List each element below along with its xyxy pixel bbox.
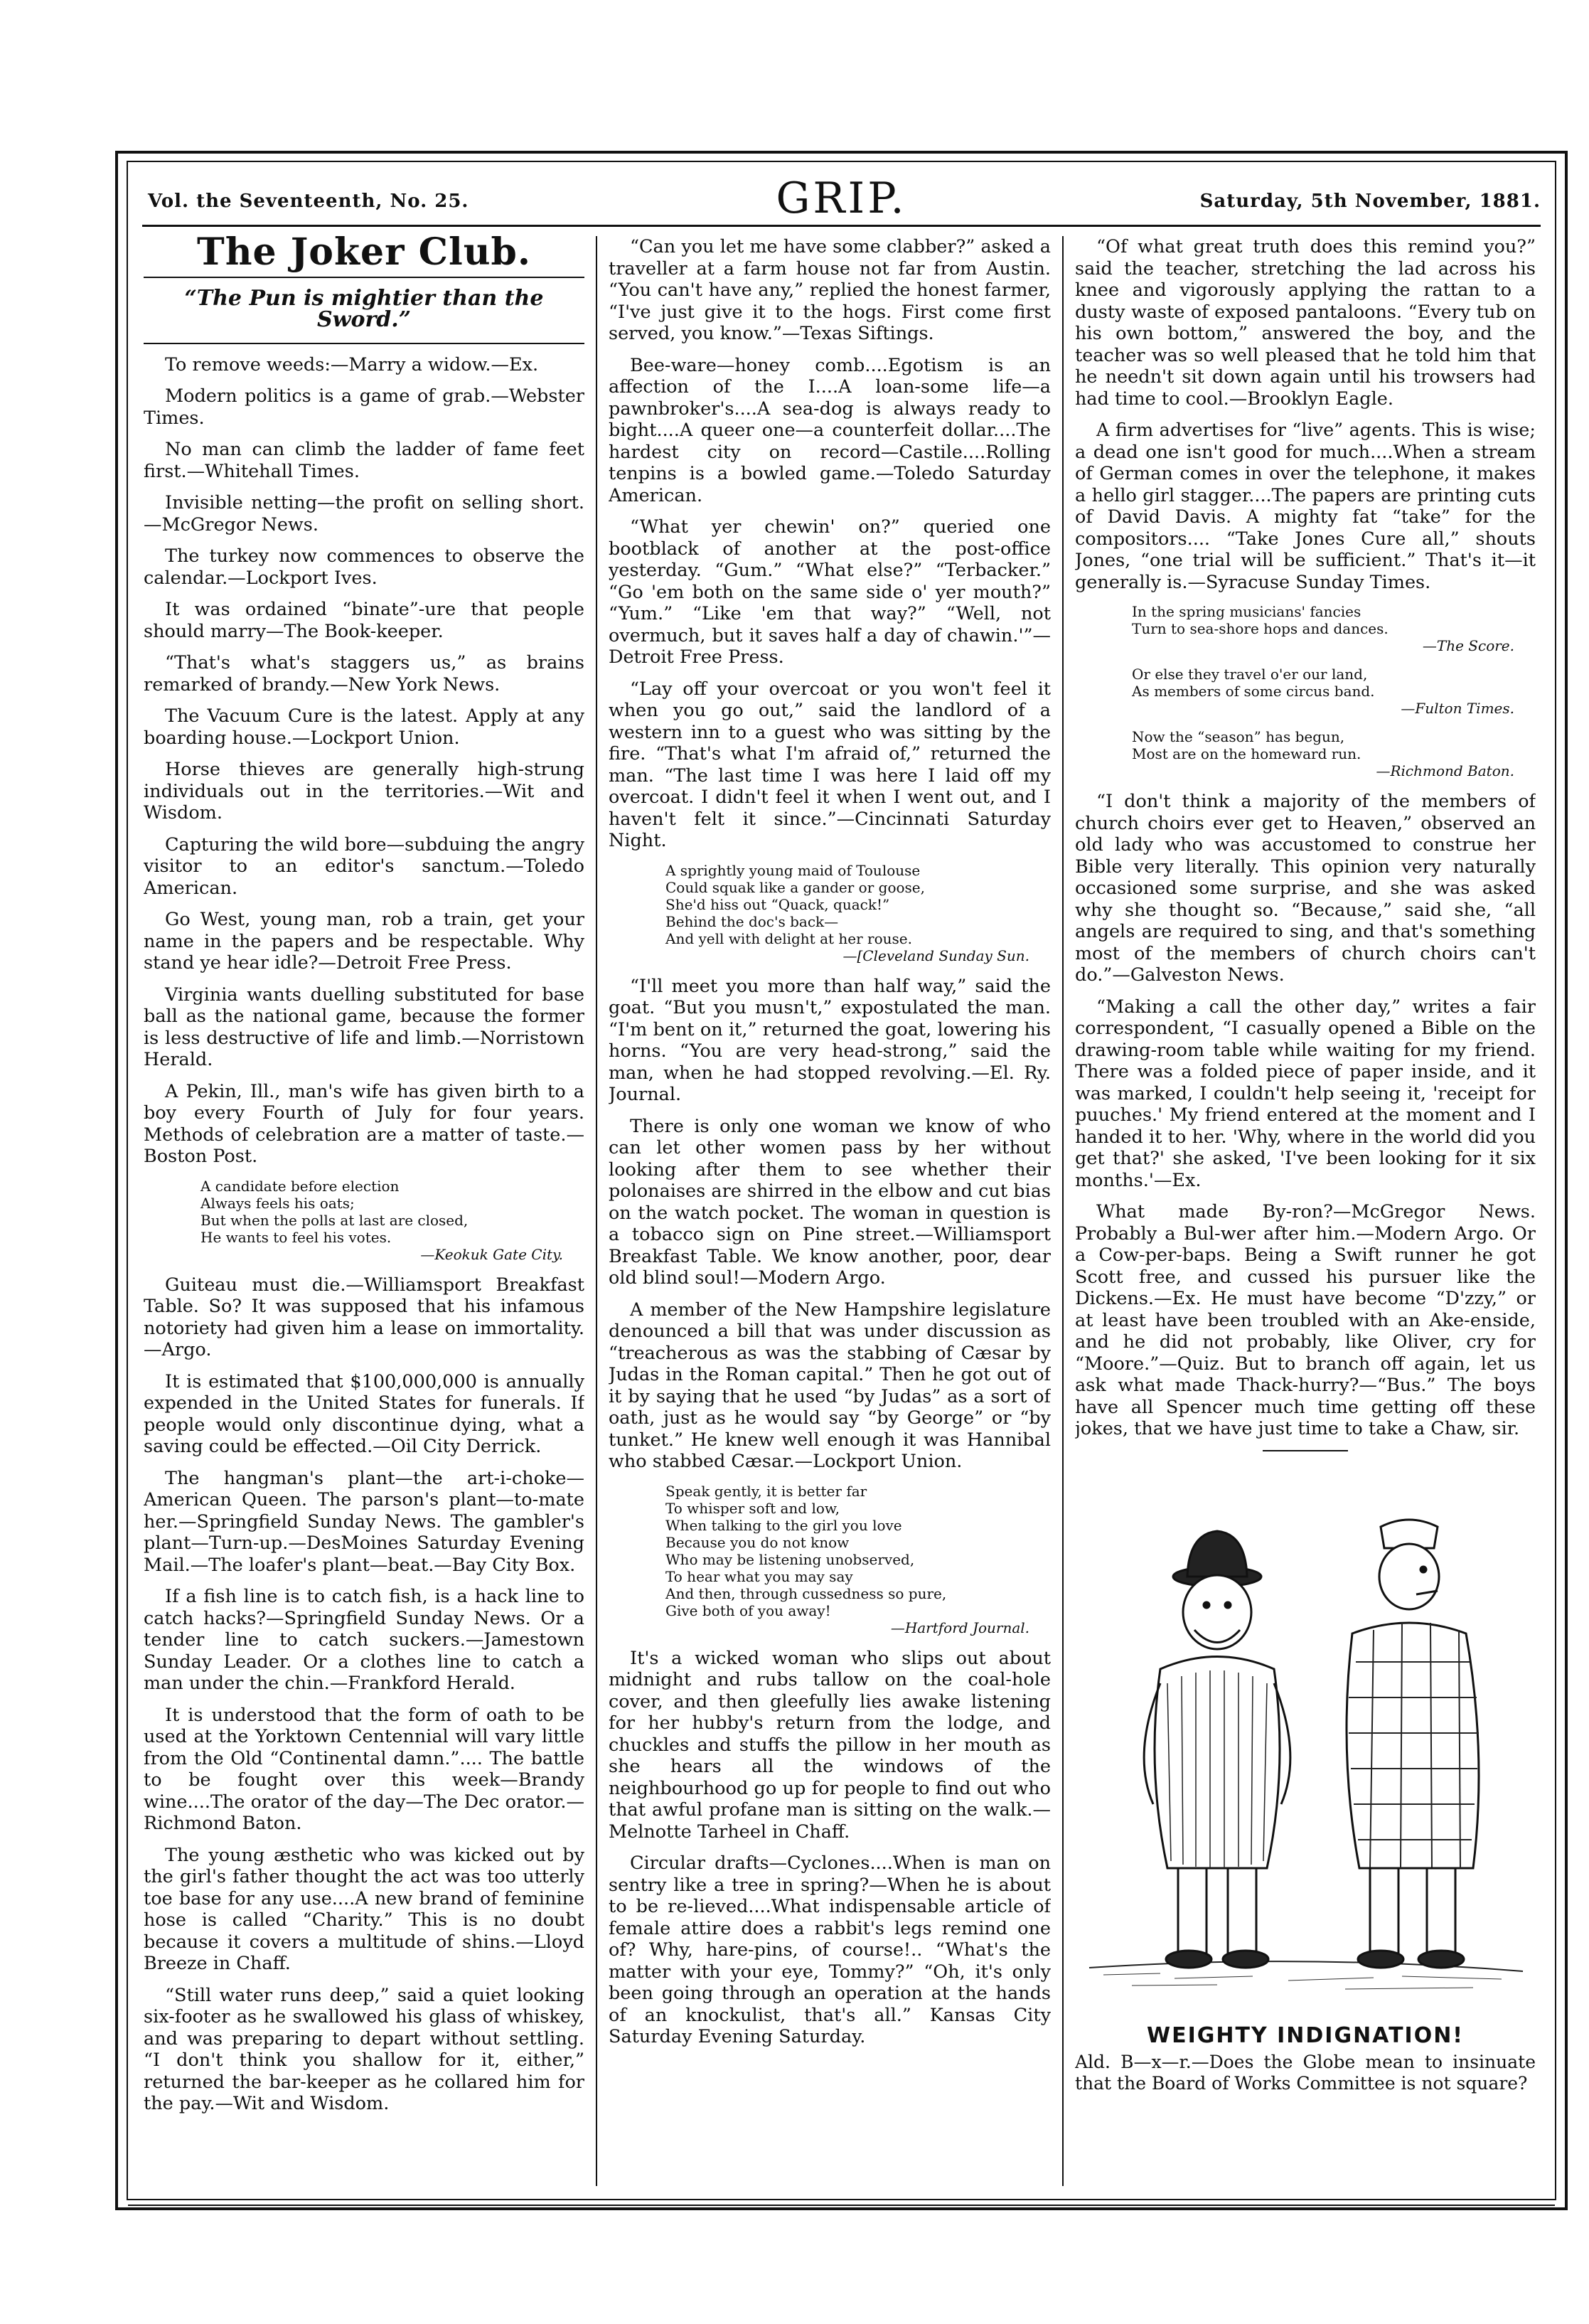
joke-paragraph: Bee-ware—honey comb....Egotism is an affection of the I....A loan-some life—a pawnbroker's....A sea-dog is always ready to bight....A queer one—a counterfeit dollar....The hardest city on record—Castile....Rolling tenpins is a bowled game.—Toledo Saturday American. <box>609 354 1051 506</box>
joke-paragraph: No man can climb the ladder of fame feet first.—Whitehall Times. <box>144 439 584 482</box>
joke-paragraph: Horse thieves are generally high-strung individuals out in the territories.—Wit and Wisdom. <box>144 759 584 823</box>
verse <box>665 1483 1051 1636</box>
joke-paragraph: “I don't think a majority of the members of church choirs ever get to Heaven,” observed an old lady who was accustomed to construe her Bible very literally. This opinion very naturally occasioned some surprise, and she was asked why she thought so. “Because,” said she, “all angels are required to sing, and that's something most of the members of church choirs can't do.”—Galveston News. <box>1075 791 1536 986</box>
joke-paragraph: “Lay off your overcoat or you won't feel it when you go out,” said the landlord of a western inn to a guest who was sitting by the fire. “That's what I'm afraid of,” returned the man. “The last time I was here I laid off my overcoat. I didn't feel it when I went out, and I haven't felt it since.”—Cincinnati Saturday Night. <box>609 678 1051 851</box>
verse-text: Or else they travel o'er our land, As members of some circus band. <box>1132 666 1375 700</box>
verse-source: —Fulton Times. <box>1401 700 1514 717</box>
verse-text: A sprightly young maid of Toulouse Could squak like a gander or goose, She'd hiss out “Quack, quack!” Behind the doc's back— And yell with delight at her rouse. <box>665 861 925 947</box>
cartoon-illustration <box>1075 1470 1536 2010</box>
paper-title: GRIP. <box>776 174 907 223</box>
verse <box>1132 728 1536 779</box>
section-title: The Joker Club. <box>197 236 531 274</box>
joke-paragraph: It is estimated that $100,000,000 is annually expended in the United States for funerals. If people would only discontinue dying, what a saving could be effected.—Oil City Derrick. <box>144 1370 584 1457</box>
column-3 <box>1075 236 1536 2186</box>
joke-paragraph: Guiteau must die.—Williamsport Breakfast Table. So? It was supposed that his infamous notoriety had given him a lease on immortality.—Argo. <box>144 1274 584 1360</box>
joke-paragraph: The Vacuum Cure is the latest. Apply at any boarding house.—Lockport Union. <box>144 705 584 749</box>
joke-paragraph: “What yer chewin' on?” queried one bootblack of another at the post-office yesterday. “Gum.” “What else?” “Terbacker.” “Go 'em both on the same side o' yer mouth?” “Yum.” “Like 'em that way?” “Well, not overmuch, but it saves half a day of chawin.'”—Detroit Free Press. <box>609 516 1051 668</box>
column-rule-2 <box>1062 236 1064 2186</box>
verse-source: —Richmond Baton. <box>1376 762 1514 779</box>
verse <box>200 1178 584 1263</box>
joke-paragraph: The young æsthetic who was kicked out by the girl's father thought the act was too utterly toe base for any use....A new brand of feminine hose is called “Charity.” This is no doubt because it covers a multitude of shins.—Lloyd Breeze in Chaff. <box>144 1844 584 1974</box>
masthead <box>142 174 1541 227</box>
verse <box>1132 603 1536 654</box>
joke-paragraph: A member of the New Hampshire legislature denounced a bill that was under discussion as “treacherous as was the stabbing of Cæsar by Judas in the Roman capital.” Then he got out of it by saying that he used “by Judas” as a sort of oath, just as he would say “by George” or “by tunket.” He knew well enough it was Hannibal who stabbed Cæsar.—Lockport Union. <box>609 1299 1051 1472</box>
joke-paragraph: What made By-ron?—McGregor News. Probably a Bul-wer after him.—Modern Argo. Or a Cow-per-baps. Being a Swift runner he got Scott free, and cussed his pursuer like the Dickens.—Ex. He must have become “D'zzy,” or at least have been troubled with an Ake-enside, and he did not probably, like Oliver, cry for “Moore.”—Quiz. But to branch off again, let us ask what made Thack-hurry?—“Bus.” The boys have all Spencer much time getting off these jokes, that we have just time to take a Chaw, sir. <box>1075 1201 1536 1439</box>
verse-source: —Keokuk Gate City. <box>420 1245 563 1263</box>
column-1 <box>144 236 584 2186</box>
joke-paragraph: There is only one woman we know of who can let other women pass by her without looking after them to see whether their polonaises are shirred in the elbow and cut bias on the watch pocket. The woman in question is a tobacco sign on Pine street.—Williamsport Breakfast Table. We know another, poor, dear old blind soul!—Modern Argo. <box>609 1115 1051 1289</box>
joke-paragraph: Circular drafts—Cyclones....When is man on sentry like a tree in spring?—When he is about to be re-lieved....What indispensable article of female attire does a rabbit's legs remind one of? Why, hare-pins, of course!.. “What's the matter with your eye, Tommy?” “Oh, it's only been going through an operation at the hands of an knockulist, that's all.” Kansas City Saturday Evening Saturday. <box>609 1853 1051 2047</box>
verse <box>1132 666 1536 717</box>
joke-paragraph: To remove weeds:—Marry a widow.—Ex. <box>165 353 539 375</box>
page-inner-border <box>127 161 1556 2200</box>
cartoon-caption: Ald. B—x—r.—Does the Globe mean to insinuate that the Board of Works Committee is not square? <box>1075 2051 1536 2094</box>
column-rule-1 <box>596 236 597 2186</box>
verse-text: Now the “season” has begun, Most are on the homeward run. <box>1132 728 1361 762</box>
section-motto: “The Pun is mightier than the Sword.” <box>184 285 544 332</box>
joke-paragraph: “That's what's staggers us,” as brains remarked of brandy.—New York News. <box>144 652 584 695</box>
joke-paragraph: The hangman's plant—the art-i-choke—American Queen. The parson's plant—to-mate her.—Springfield Sunday News. The gambler's plant—Turn-up.—DesMoines Saturday Evening Mail.—The loafer's plant—beat.—Bay City Box. <box>144 1467 584 1576</box>
verse-text: Speak gently, it is better far To whisper soft and low, When talking to the girl you love Because you do not know Who may be listening unobserved, To hear what you may say And then, through cussedness so pure, Give both of you away! <box>665 1482 947 1619</box>
verse-source: —Hartford Journal. <box>890 1619 1029 1636</box>
verse-text: In the spring musicians' fancies Turn to sea-shore hops and dances. <box>1132 603 1389 637</box>
verse <box>665 862 1051 964</box>
volume-label: Vol. the Seventeenth, No. 25. <box>148 191 469 212</box>
divider <box>144 343 584 344</box>
joke-paragraph: Capturing the wild bore—subduing the angry visitor to an editor's sanctum.—Toledo American. <box>144 833 584 899</box>
verse-source: —The Score. <box>1422 637 1514 654</box>
joke-paragraph: Go West, young man, rob a train, get your name in the papers and be respectable. Why stand ye hear idle?—Detroit Free Press. <box>144 909 584 974</box>
joke-paragraph: Modern politics is a game of grab.—Webster Times. <box>144 385 584 429</box>
alderman-figure <box>1144 1531 1290 1968</box>
joke-paragraph: A firm advertises for “live” agents. This is wise; a dead one isn't good for much....When a stream of German comes in over the telephone, it makes a hello girl stagger....The papers are printing cuts of David Davis. A mighty fat “take” for the compositors.... “Take Jones Cure all,” shouts Jones, “one trial will be sufficient.” That's it—it generally is.—Syracuse Sunday Times. <box>1075 420 1536 593</box>
joke-paragraph: It's a wicked woman who slips out about midnight and rubs tallow on the coal-hole cover, and then gleefully lies awake listening for her hubby's return from the lodge, and chuckles and stuffs the pillow in her mouth as she hears all the windows of the neighbourhood go up for people to find out who that awful profane man is sitting on the walk.—Melnotte Tarheel in Chaff. <box>609 1647 1051 1843</box>
page-frame <box>115 151 1568 2210</box>
joke-paragraph: It was ordained “binate”-ure that people should marry—The Book-keeper. <box>144 599 584 642</box>
divider <box>144 277 584 278</box>
joke-paragraph: “Of what great truth does this remind you?” said the teacher, stretching the lad across his knee and vigorously applying the rattan to a dusty waste of exposed pantaloons. “Every tub on his own bottom,” answered the boy, and the teacher was so well pleased that he told him that he needn't sit down again until his trowsers had had time to cool.—Brooklyn Eagle. <box>1075 236 1536 410</box>
joke-paragraph: Virginia wants duelling substituted for base ball as the national game, because the former is less destructive of life and limb.—Norristown Herald. <box>144 984 584 1070</box>
bottom-rule <box>128 2205 1555 2206</box>
column-2 <box>609 236 1051 2186</box>
verse-text: A candidate before election Always feels his oats; But when the polls at last are closed, He wants to feel his votes. <box>200 1177 469 1246</box>
joke-paragraph: If a fish line is to catch fish, is a hack line to catch hacks?—Springfield Sunday News. Or a tender line to catch suckers.—Jamestown Sunday Leader. Or a clothes line to catch a man under the chin.—Frankford Herald. <box>144 1586 584 1694</box>
joke-paragraph: Invisible netting—the profit on selling short.—McGregor News. <box>144 492 584 535</box>
second-figure <box>1347 1520 1479 1968</box>
joke-paragraph: The turkey now commences to observe the calendar.—Lockport Ives. <box>144 545 584 589</box>
joke-paragraph: “Making a call the other day,” writes a fair correspondent, “I casually opened a Bible on the drawing-room table while waiting for my friend. There was a folded piece of paper inside, and it was marked, I couldn't help seeing it, 'receipt for puuches.' My friend entered at the moment and I handed it to her. 'Why, where in the world did you get that?' she asked, 'I've been looking for it six months.'—Ex. <box>1075 996 1536 1191</box>
verse-source: —[Cleveland Sunday Sun. <box>842 947 1029 964</box>
joke-paragraph: It is understood that the form of oath to be used at the Yorktown Centennial will vary little from the Old “Continental damn.”.... The battle to be fought over this week—Brandy wine....The orator of the day—The Dec orator.—Richmond Baton. <box>144 1704 584 1834</box>
joke-paragraph: “Still water runs deep,” said a quiet looking six-footer as he swallowed his glass of whiskey, and was preparing to depart without settling. “I don't think you shallow for it, either,” returned the bar-keeper as he collared him for the pay.—Wit and Wisdom. <box>144 1984 584 2114</box>
joke-paragraph: “I'll meet you more than half way,” said the goat. “But you musn't,” expostulated the man. “I'm bent on it,” returned the goat, lowering his horns. “You are very head-strong,” said the man, when he had stopped revolving.—El. Ry. Journal. <box>609 975 1051 1105</box>
joke-paragraph: “Can you let me have some clabber?” asked a traveller at a farm house not far from Austin. “You can't have any,” replied the honest farmer, “I've just give it to the hogs. First come first served, you know.”—Texas Siftings. <box>609 236 1051 344</box>
cartoon-title: WEIGHTY INDIGNATION! <box>1147 2023 1464 2048</box>
issue-date: Saturday, 5th November, 1881. <box>1199 191 1541 212</box>
divider <box>1263 1450 1348 1451</box>
joke-paragraph: A Pekin, Ill., man's wife has given birth to a boy every Fourth of July for four years. Methods of celebration are a matter of taste.—Boston Post. <box>144 1080 584 1167</box>
